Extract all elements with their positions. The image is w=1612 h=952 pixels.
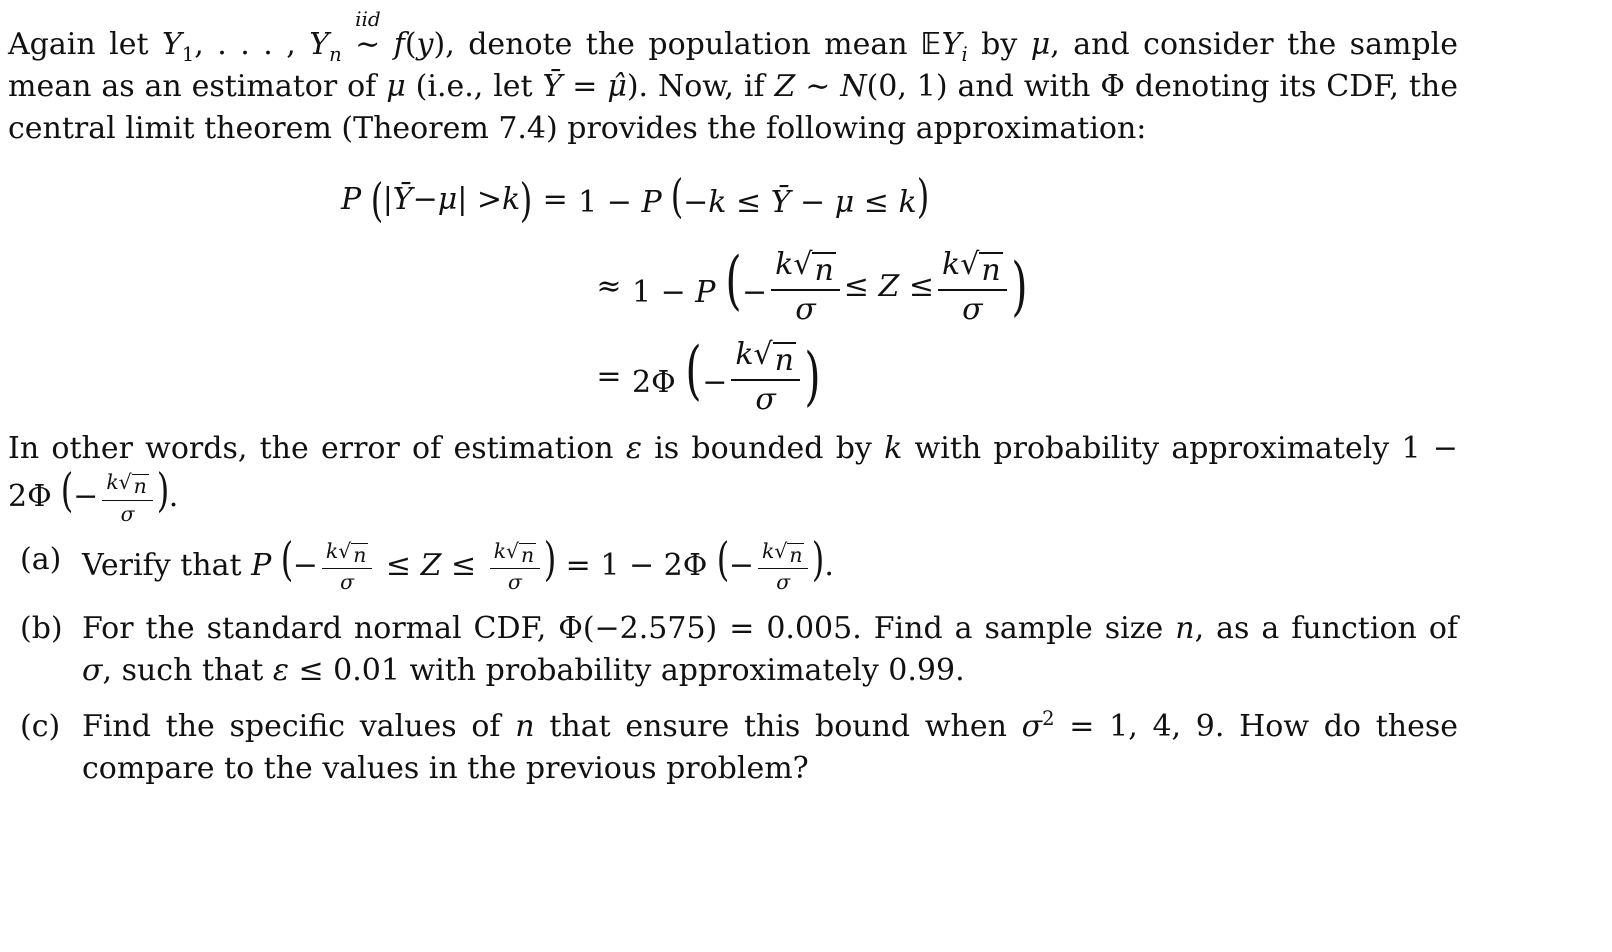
part-c-label: (c): [20, 708, 61, 744]
part-a-text: Verify that: [82, 547, 242, 583]
equation-line-3: = 2Φ (− k √ n σ ): [596, 334, 821, 417]
summary-paragraph: In other words, the error of estimation ε is bounded by k with probability approximately 1 − 2Φ (− k √ n σ ).: [8, 431, 1458, 526]
part-b-text-d: with probability approximately 0.99.: [409, 652, 965, 688]
part-c-text-a: Find the specific values of: [82, 708, 501, 744]
summary-text-3: with probability approximately: [914, 431, 1390, 466]
part-b: (b) For the standard normal CDF, Φ(−2.575) = 0.005. Find a sample size n, as a function of σ, such that ε ≤ 0.01 with probability approximately 0.99.: [8, 608, 1458, 692]
summary-text-1: In other words, the error of estimation: [8, 431, 614, 466]
part-b-text-b: as a function of: [1216, 610, 1458, 646]
intro-text-6: Now, if: [657, 69, 765, 104]
intro-text-2: denote the population mean: [468, 27, 908, 62]
part-a: (a) Verify that P (− k √ n σ ≤ Z ≤ k √ n σ ) = 1 − 2Φ (− k √ n σ ).: [20, 531, 834, 595]
part-c-text-c: = 1, 4, 9. How do these compare to the values in the previous problem?: [82, 708, 1458, 786]
equation-line-1: P ( | Ȳ − μ | > k ) = 1 − P (−k ≤ Ȳ − μ ≤ k): [341, 169, 929, 227]
part-b-text-c: such that: [121, 652, 264, 688]
intro-text-4: and consider the sample mean as an estimator of: [8, 27, 1458, 104]
intro-paragraph: Again let $Y_1$, . . . , $Y_n$ iid ∼ f(y), denote the population mean 𝔼Y$_i$ by μ, and consider the sample mean as an estimator of μ (i.e., let Ȳ = μ̂). Now, if Z ∼ N(0, 1) and with Φ denoting its CDF, the central limit theorem (Theorem 7.4) provides the following approximation:: [8, 7, 1459, 146]
part-a-label: (a): [20, 541, 62, 577]
intro-text-7: and with: [957, 69, 1091, 104]
intro-text-1: Again let: [8, 27, 149, 62]
exercise-parts: [8, 531, 1458, 790]
part-b-text-a: For the standard normal CDF, Φ(−2.575) = 0.005. Find a sample size: [82, 610, 1164, 646]
intro-text-3: by: [981, 27, 1018, 62]
intro-text-5: (i.e., let: [415, 69, 533, 104]
part-c-text-b: that ensure this bound when: [549, 708, 1007, 744]
equation-line-2: ≈ 1 − P (− k √ n σ ≤ Z ≤ k √ n σ ): [596, 244, 1028, 327]
part-b-label: (b): [20, 610, 63, 646]
summary-text-2: is bounded by: [654, 431, 872, 466]
approximation-derivation: [8, 160, 1458, 417]
problem-page: [8, 7, 1459, 804]
intro-text-8: denoting its CDF, the central limit theorem (Theorem 7.4) provides the following approximation:: [8, 69, 1459, 146]
part-c: (c) Find the specific values of n that ensure this bound when $\sigma^2 = 1$, 4, 9. How do these compare to the values in the previous problem?: [20, 706, 1458, 786]
